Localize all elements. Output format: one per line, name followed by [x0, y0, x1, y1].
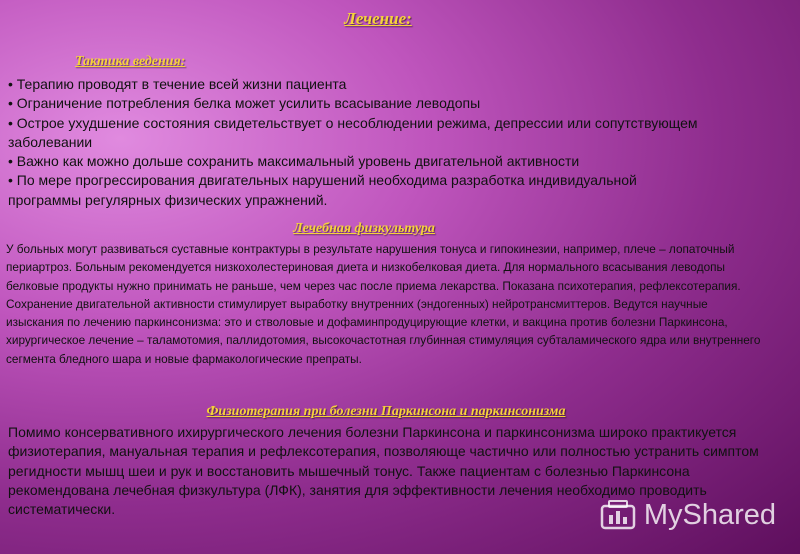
- physio-paragraph: Помимо консервативного ихирургического лечения болезни Паркинсона и паркинсонизма широко практикуется физиотерапия, мануальная терапия и рефлексотерапия, позволяюще частично или полностью устранить симптом регидности мышц шеи и рук и восстановить мышечный тонус. Также пациентам с болезнью Паркинсона рекомендована лечебная физкультура (ЛФК), занятия для эффективности лечения необходимо проводить систематически.: [8, 424, 759, 518]
- watermark-text: MyShared: [643, 498, 776, 531]
- tactics-list: [8, 75, 708, 210]
- exercise-paragraph: У больных могут развиваться суставные контрактуры в результате нарушения тонуса и гипокинезии, например, плече – лопаточный периартроз. Больным рекомендуется низкохолестериновая диета и низкобелковая диета. Для нормального всасывания леводопы белковые продукты нужно принимать не раньше, чем через час после приема лекарства. Показана психотерапия, рефлексотерапия. Сохранение двигательной активности стимулирует выработку внутренних (эндогенных) нейротрансмиттеров. Ведутся научные изыскания по лечению паркинсонизма: это и стволовые и дофаминпродуцирующие клетки, и вакцина против болезни Паркинсона, хирургическое лечение – таламотомия, паллидотомия, высокочастотная глубинная стимуляция субталамического ядра или внутреннего сегмента бледного шара и новые фармакологические препраты.: [6, 242, 761, 366]
- list-item: • Важно как можно дольше сохранить максимальный уровень двигательной активности: [8, 153, 580, 170]
- slide-title: Лечение:: [344, 9, 412, 28]
- physio-heading: Физиотерапия при болезни Паркинсона и паркинсонизма: [206, 404, 566, 419]
- list-item: • По мере прогрессирования двигательных нарушений необходима разработка индивидуальной программы регулярных физических упражнений.: [8, 172, 637, 208]
- list-item: • Острое ухудшение состояния свидетельствует о несоблюдении режима, депрессии или сопутствующем заболевании: [8, 114, 698, 150]
- watermark: [600, 498, 776, 532]
- exercise-heading: Лечебная физкультура: [293, 221, 435, 236]
- list-item: • Терапию проводят в течение всей жизни пациента: [8, 76, 347, 92]
- tactics-heading: Тактика ведения:: [75, 54, 186, 69]
- list-item: • Ограничение потребления белка может усилить всасывание леводопы: [8, 95, 481, 112]
- myshared-logo-icon: [600, 498, 636, 532]
